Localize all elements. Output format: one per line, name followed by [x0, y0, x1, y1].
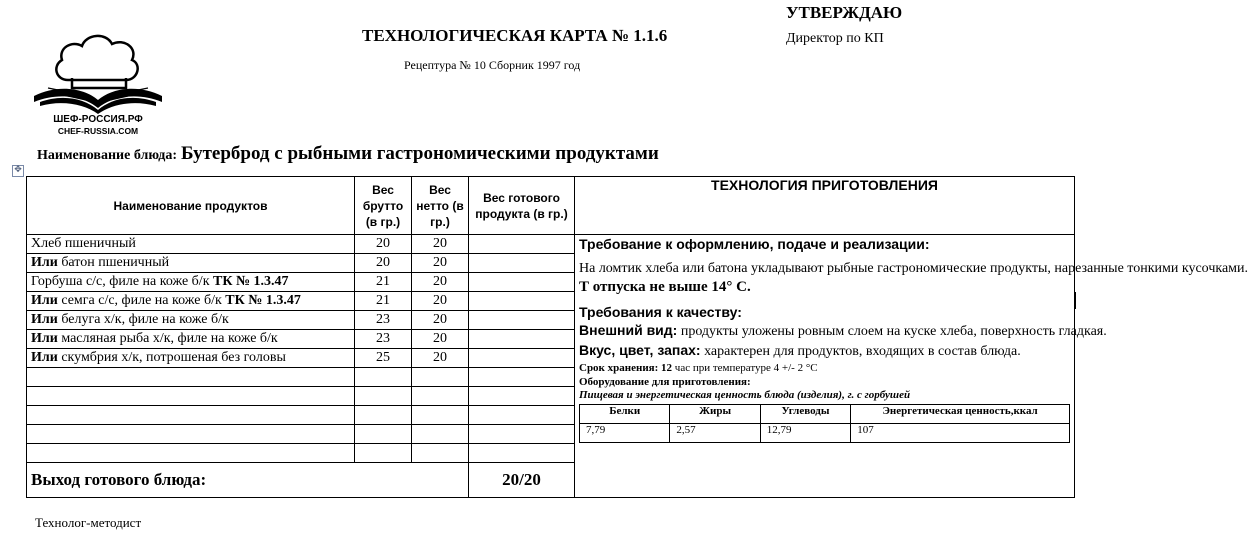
- technology-cell: [575, 235, 1248, 498]
- netto-value: 20: [412, 273, 469, 292]
- nutrition-header-carbs: Углеводы: [760, 405, 850, 424]
- product-name: Или белуга х/к, филе на коже б/к: [27, 311, 355, 330]
- dish-name-line: [37, 143, 659, 165]
- appearance-paragraph: Внешний вид: продукты уложены ровным слоем на куске хлеба, поверхность гладкая.: [579, 322, 1107, 339]
- dish-name-label: Наименование блюда:: [37, 148, 177, 163]
- nutrition-table: [579, 404, 1070, 443]
- ready-weight-cell: [469, 235, 575, 254]
- signature-line: Технолог-методист: [35, 515, 142, 530]
- text-cursor: [1074, 292, 1076, 309]
- chef-russia-logo: [28, 18, 168, 138]
- netto-value: 20: [412, 330, 469, 349]
- serving-temperature: Т отпуска не выше 14° С.: [579, 279, 751, 295]
- nutrition-value-fat: 2,57: [670, 424, 760, 443]
- header-technology: ТЕХНОЛОГИЯ ПРИГОТОВЛЕНИЯ: [575, 177, 1075, 235]
- brutto-value: 21: [355, 292, 412, 311]
- ready-weight-cell: [469, 292, 575, 311]
- product-name: Хлеб пшеничный: [27, 235, 355, 254]
- netto-value: 20: [412, 235, 469, 254]
- serving-requirements-heading: Требование к оформлению, подаче и реализации:: [579, 236, 930, 252]
- ready-weight-cell: [469, 349, 575, 368]
- equipment-line: Оборудование для приготовления:: [579, 376, 751, 388]
- product-name: Или батон пшеничный: [27, 254, 355, 273]
- nutrition-header-energy: Энергетическая ценность,ккал: [851, 405, 1070, 424]
- ready-weight-cell: [469, 330, 575, 349]
- tech-card-table: [26, 176, 1248, 498]
- product-name: Или семга с/с, филе на коже б/к ТК № 1.3.47: [27, 292, 355, 311]
- ready-weight-cell: [469, 311, 575, 330]
- nutrition-header-protein: Белки: [580, 405, 670, 424]
- document-title: ТЕХНОЛОГИЧЕСКАЯ КАРТА № 1.1.6: [362, 26, 668, 45]
- nutrition-value-carbs: 12,79: [760, 424, 850, 443]
- approver-title: Директор по КП: [786, 31, 884, 46]
- netto-value: 20: [412, 311, 469, 330]
- header-brutto: Вес брутто (в гр.): [355, 177, 412, 235]
- product-name: Или масляная рыба х/к, филе на коже б/к: [27, 330, 355, 349]
- approval-heading: УТВЕРЖДАЮ: [786, 3, 903, 22]
- netto-value: 20: [412, 254, 469, 273]
- table-row: [27, 235, 1075, 254]
- brutto-value: 23: [355, 330, 412, 349]
- brutto-value: 20: [355, 235, 412, 254]
- brutto-value: 23: [355, 311, 412, 330]
- svg-text:CHEF-RUSSIA.COM: CHEF-RUSSIA.COM: [57, 126, 139, 136]
- table-move-handle-icon[interactable]: ✥: [12, 165, 24, 177]
- ready-weight-cell: [469, 273, 575, 292]
- product-name: Или скумбрия х/к, потрошеная без головы: [27, 349, 355, 368]
- quality-requirements-heading: Требования к качеству:: [579, 304, 742, 320]
- netto-value: 20: [412, 349, 469, 368]
- header-ready-weight: Вес готового продукта (в гр.): [469, 177, 575, 235]
- brutto-value: 20: [355, 254, 412, 273]
- storage-line: Срок хранения: 12 час при температуре 4 +/- 2 °С: [579, 362, 818, 374]
- product-name: Горбуша с/с, филе на коже б/к ТК № 1.3.47: [27, 273, 355, 292]
- nutrition-value-protein: 7,79: [580, 424, 670, 443]
- chef-hat-book-logo-icon: [28, 18, 168, 138]
- header-netto: Вес нетто (в гр.): [412, 177, 469, 235]
- header-product: Наименование продуктов: [27, 177, 355, 235]
- serving-requirements-text: На ломтик хлеба или батона укладывают рыбные гастрономические продукты, нарезанные тонкими кусочками.: [579, 261, 1248, 276]
- svg-text:ШЕФ-РОССИЯ.РФ: ШЕФ-РОССИЯ.РФ: [53, 114, 143, 125]
- taste-paragraph: Вкус, цвет, запах: характерен для продуктов, входящих в состав блюда.: [579, 342, 1021, 359]
- yield-label: Выход готового блюда:: [27, 463, 469, 498]
- nutrition-header-fat: Жиры: [670, 405, 760, 424]
- ready-weight-cell: [469, 254, 575, 273]
- nutrition-value-energy: 107: [851, 424, 1070, 443]
- netto-value: 20: [412, 292, 469, 311]
- recipe-source: Рецептура № 10 Сборник 1997 год: [404, 58, 581, 72]
- yield-value: 20/20: [469, 463, 575, 498]
- brutto-value: 25: [355, 349, 412, 368]
- dish-name-value: Бутерброд с рыбными гастрономическими продуктами: [180, 143, 659, 164]
- brutto-value: 21: [355, 273, 412, 292]
- nutrition-caption: Пищевая и энергетическая ценность блюда (изделия), г. с горбушей: [579, 389, 911, 401]
